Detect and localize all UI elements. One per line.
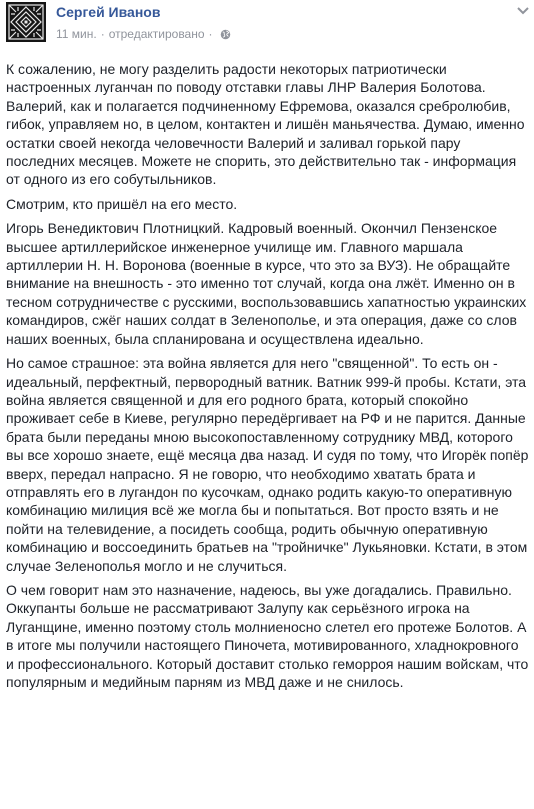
avatar[interactable]: [6, 2, 46, 42]
post-paragraph: К сожалению, не могу разделить радости некоторых патриотически настроенных луганчан по поводу отставки главы ЛНР Валерия Болотова. Валерий, как и полагается подчиненному Ефремова, оказался сребролюбив, гибок, управляем но, в целом, контактен и лишён маньячества. Думаю, именно остатки своей некогда человечности Валерий и заливал горькой пару последних месяцев. Можете не спорить, это действительно так - информация от одного из его собутыльников.: [6, 61, 525, 188]
meta-separator: ·: [100, 27, 105, 41]
post-paragraph: Смотрим, кто пришёл на его место.: [6, 195, 238, 212]
avatar-image: [6, 2, 46, 42]
post-paragraph: Игорь Венедиктович Плотницкий. Кадровый военный. Окончил Пензенское высшее артиллерийское инженерное училище им. Главного маршала артиллерии Н. Н. Воронова (военные в курсе, что это за ВУЗ). Не обращайте внимание на внешность - это именно тот случай, когда она лжёт. Именно он в тесном сотрудничестве с русскими, воспользовавшись хапатностью украинских командиров, сжёг наших солдат в Зеленополье, и эта операция, даже со слов наших военных, была спланирована и осуществлена идеально.: [6, 220, 527, 347]
post-paragraph: Но самое страшное: эта война является для него "священной". То есть он - идеальный, перфектный, первородный ватник. Ватник 999-й пробы. Кстати, эта война является священной и для его родного брата, который спокойно проживает себе в Киеве, регулярно передёргивает на РФ и не парится. Данные брата были переданы мною высокопоставленному сотруднику МВД, которого вы все хорошо знаете, ещё месяца два назад. И судя по тому, что Игорёк попёр вверх, передал напрасно. Я не говорю, что необходимо хватать брата и отправлять его в лугандон по кусочкам, однако родить какую-то оперативную комбинацию милиция всё же могла бы и попытаться. Вот просто взять и не пойти на телевидение, а посидеть сообща, родить обычную оперативную комбинацию и воссоединить братьев на "тройничке" Лукьяновки. Кстати, в этом случае Зеленополья могло и не случиться.: [6, 355, 529, 574]
post-timestamp[interactable]: 11 мин.: [56, 27, 97, 41]
post-header: [0, 0, 534, 50]
globe-icon[interactable]: [220, 29, 231, 40]
author-name[interactable]: Сергей Иванов: [56, 4, 161, 20]
meta-separator: ·: [208, 27, 213, 41]
post-paragraph: О чем говорит нам это назначение, надеюсь, вы уже догадались. Правильно. Оккупанты больше не рассматривают Залупу как серьёзного игрока на Луганщине, именно поэтому столь молниеносно слетел его протеже Болотов. А в итоге мы получили настоящего Пиночета, мотивированного, хладнокровного и профессионального. Который доставит столько геморроя нашим войскам, что популярным и медийным парням из МВД даже и не снилось.: [6, 581, 529, 690]
post-meta: [56, 27, 231, 41]
edited-label[interactable]: отредактировано: [108, 27, 205, 41]
chevron-down-icon[interactable]: [516, 6, 530, 16]
post-text: [6, 60, 530, 697]
